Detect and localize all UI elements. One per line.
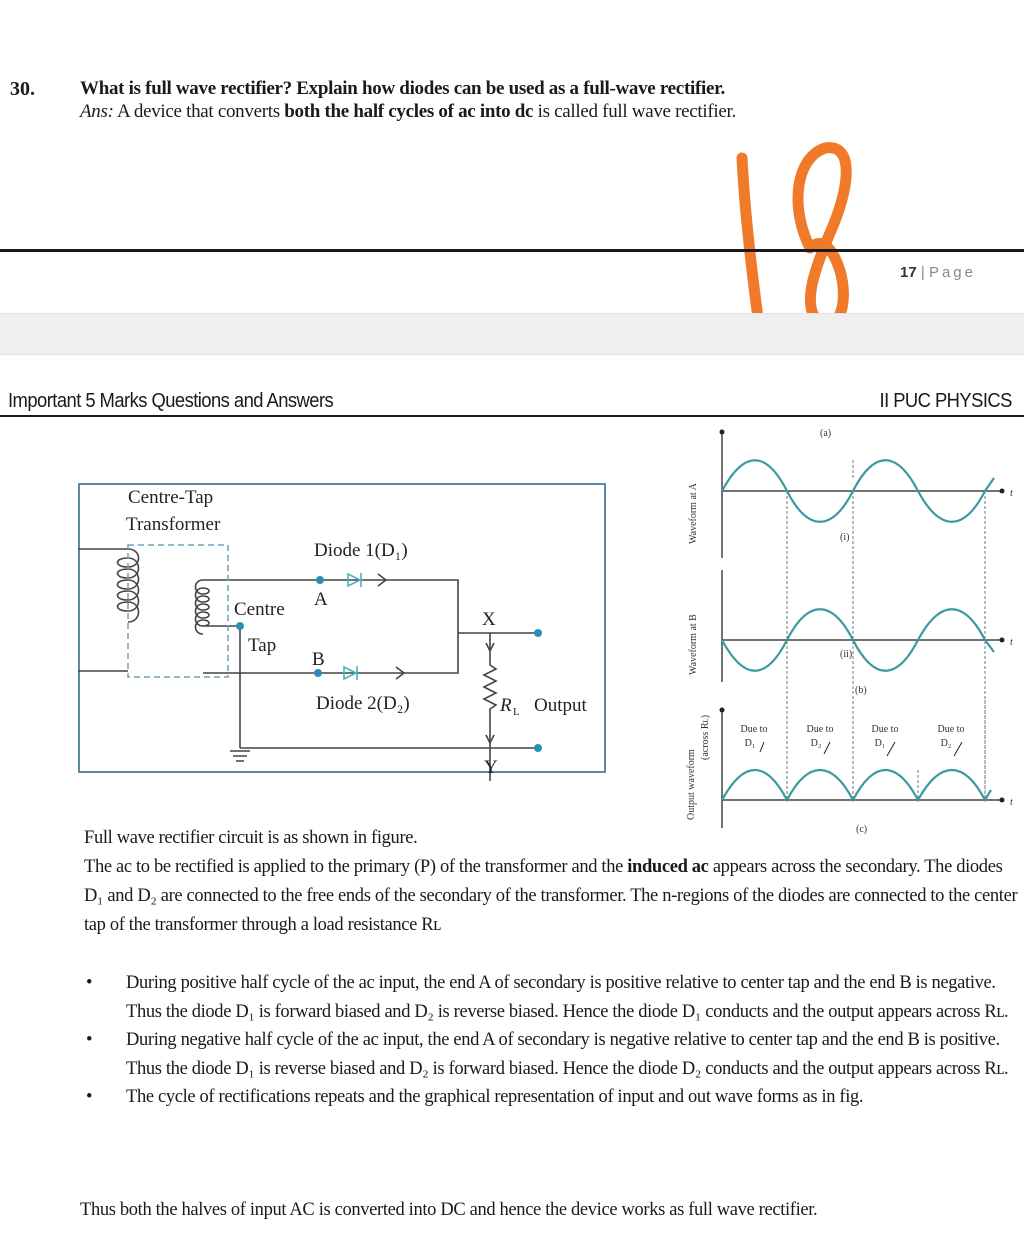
waveform-b-label: Waveform at B <box>688 614 699 675</box>
node-a-label: A <box>314 589 328 610</box>
header-rule <box>0 415 1024 417</box>
question-number: 30. <box>10 78 35 100</box>
resistor-sub: L <box>513 706 520 718</box>
centre-label: Centre <box>234 599 285 620</box>
bullet-text: During positive half cycle of the ac input, the end A of secondary is positive relative to center tap and the end B is negative. Thus the diode D₁ is forward biased and D₂ is reverse biased. Hence the diode D₁ conducts and the output appears across Rʟ. <box>126 973 1009 1022</box>
node-y-label: Y <box>484 757 498 778</box>
full-wave-rectifier-circuit <box>78 483 606 783</box>
page-label: Page <box>928 264 976 281</box>
due-label-1-diode: D₁ <box>744 738 756 749</box>
bullet-list <box>84 969 1019 1112</box>
answer-post: is called full wave rectifier. <box>533 101 736 122</box>
answer-line <box>80 101 736 123</box>
page-separator: | <box>920 264 925 281</box>
p1-pre: The ac to be rectified is applied to the primary (P) of the transformer and the <box>84 857 628 877</box>
due-label-3-diode: D₁ <box>874 738 886 749</box>
intro-text: Full wave rectifier circuit is as shown in figure. <box>84 828 418 848</box>
due-label-4-diode: D₂ <box>940 738 952 749</box>
answer-bold: both the half cycles of ac into dc <box>284 101 534 122</box>
diode2-label: Diode 2(D₂) <box>316 693 410 714</box>
output-across-label: (across RL) <box>700 714 711 760</box>
bullet-dot: • <box>86 973 93 993</box>
page-break-gap <box>0 313 1024 355</box>
caption-b: (b) <box>855 685 867 696</box>
bullet-dot: • <box>86 1030 93 1050</box>
bullet-text: During negative half cycle of the ac input, the end A of secondary is negative relative to center tap and the end B is positive. Thus the diode D₁ is reverse biased and D₂ is forward biased. Hence the diode D₂ conducts and the output appears across Rʟ. <box>126 1030 1009 1079</box>
transformer-title-2: Transformer <box>126 514 221 535</box>
question-text: What is full wave rectifier? Explain how diodes can be used as a full-wave rectifier. <box>80 78 725 99</box>
bullet-text: The cycle of rectifications repeats and the graphical representation of input and out wave forms as in fig. <box>126 1087 864 1107</box>
top-marker: (a) <box>820 428 832 439</box>
output-label: Output <box>534 695 587 716</box>
page-header-title: Important 5 Marks Questions and Answers <box>8 390 334 412</box>
caption-i: (i) <box>840 532 850 543</box>
caption-c: (c) <box>856 824 868 835</box>
p1-bold: induced ac <box>627 857 709 877</box>
t-axis-label-b: t <box>1010 637 1013 648</box>
conclusion-text: Thus both the halves of input AC is converted into DC and hence the device works as full wave rectifier. <box>80 1200 818 1220</box>
footer-rule <box>0 249 1024 252</box>
due-label-2: Due to <box>806 724 834 735</box>
bullet-dot: • <box>86 1087 93 1107</box>
handwritten-18-annotation <box>720 138 870 338</box>
node-x-label: X <box>482 609 496 630</box>
bullet-item <box>84 969 1019 1026</box>
waveform-diagram <box>680 420 1024 840</box>
diode1-label: Diode 1(D₁) <box>314 540 408 561</box>
t-axis-label-c: t <box>1010 797 1013 808</box>
due-label-4: Due to <box>937 724 965 735</box>
transformer-title-1: Centre-Tap <box>128 487 214 508</box>
waveform-a-label: Waveform at A <box>688 483 699 544</box>
answer-pre: A device that converts <box>113 101 285 122</box>
t-axis-label-a: t <box>1010 488 1013 499</box>
caption-ii: (ii) <box>840 649 853 660</box>
bullet-item <box>84 1026 1019 1083</box>
explanation-paragraph <box>84 853 1019 940</box>
answer-label: Ans: <box>80 101 114 122</box>
tap-label: Tap <box>248 635 277 656</box>
bullet-item <box>84 1083 1019 1112</box>
due-label-1: Due to <box>740 724 768 735</box>
page-number-value: 17 <box>900 264 917 281</box>
output-waveform-label: Output waveform <box>686 749 697 820</box>
node-b-label: B <box>312 649 325 670</box>
page-header-subject: II PUC PHYSICS <box>879 390 1012 412</box>
due-label-2-diode: D₂ <box>810 738 822 749</box>
p1-post: appears across the secondary. The diodes D₁ and D₂ are connected to the free ends of the secondary of the transformer. The n-regions of the diodes are connected to the center tap of the transformer through a load resistance Rʟ <box>84 857 1018 935</box>
due-label-3: Due to <box>871 724 899 735</box>
page-number <box>900 264 976 281</box>
resistor-label: R <box>500 695 512 716</box>
